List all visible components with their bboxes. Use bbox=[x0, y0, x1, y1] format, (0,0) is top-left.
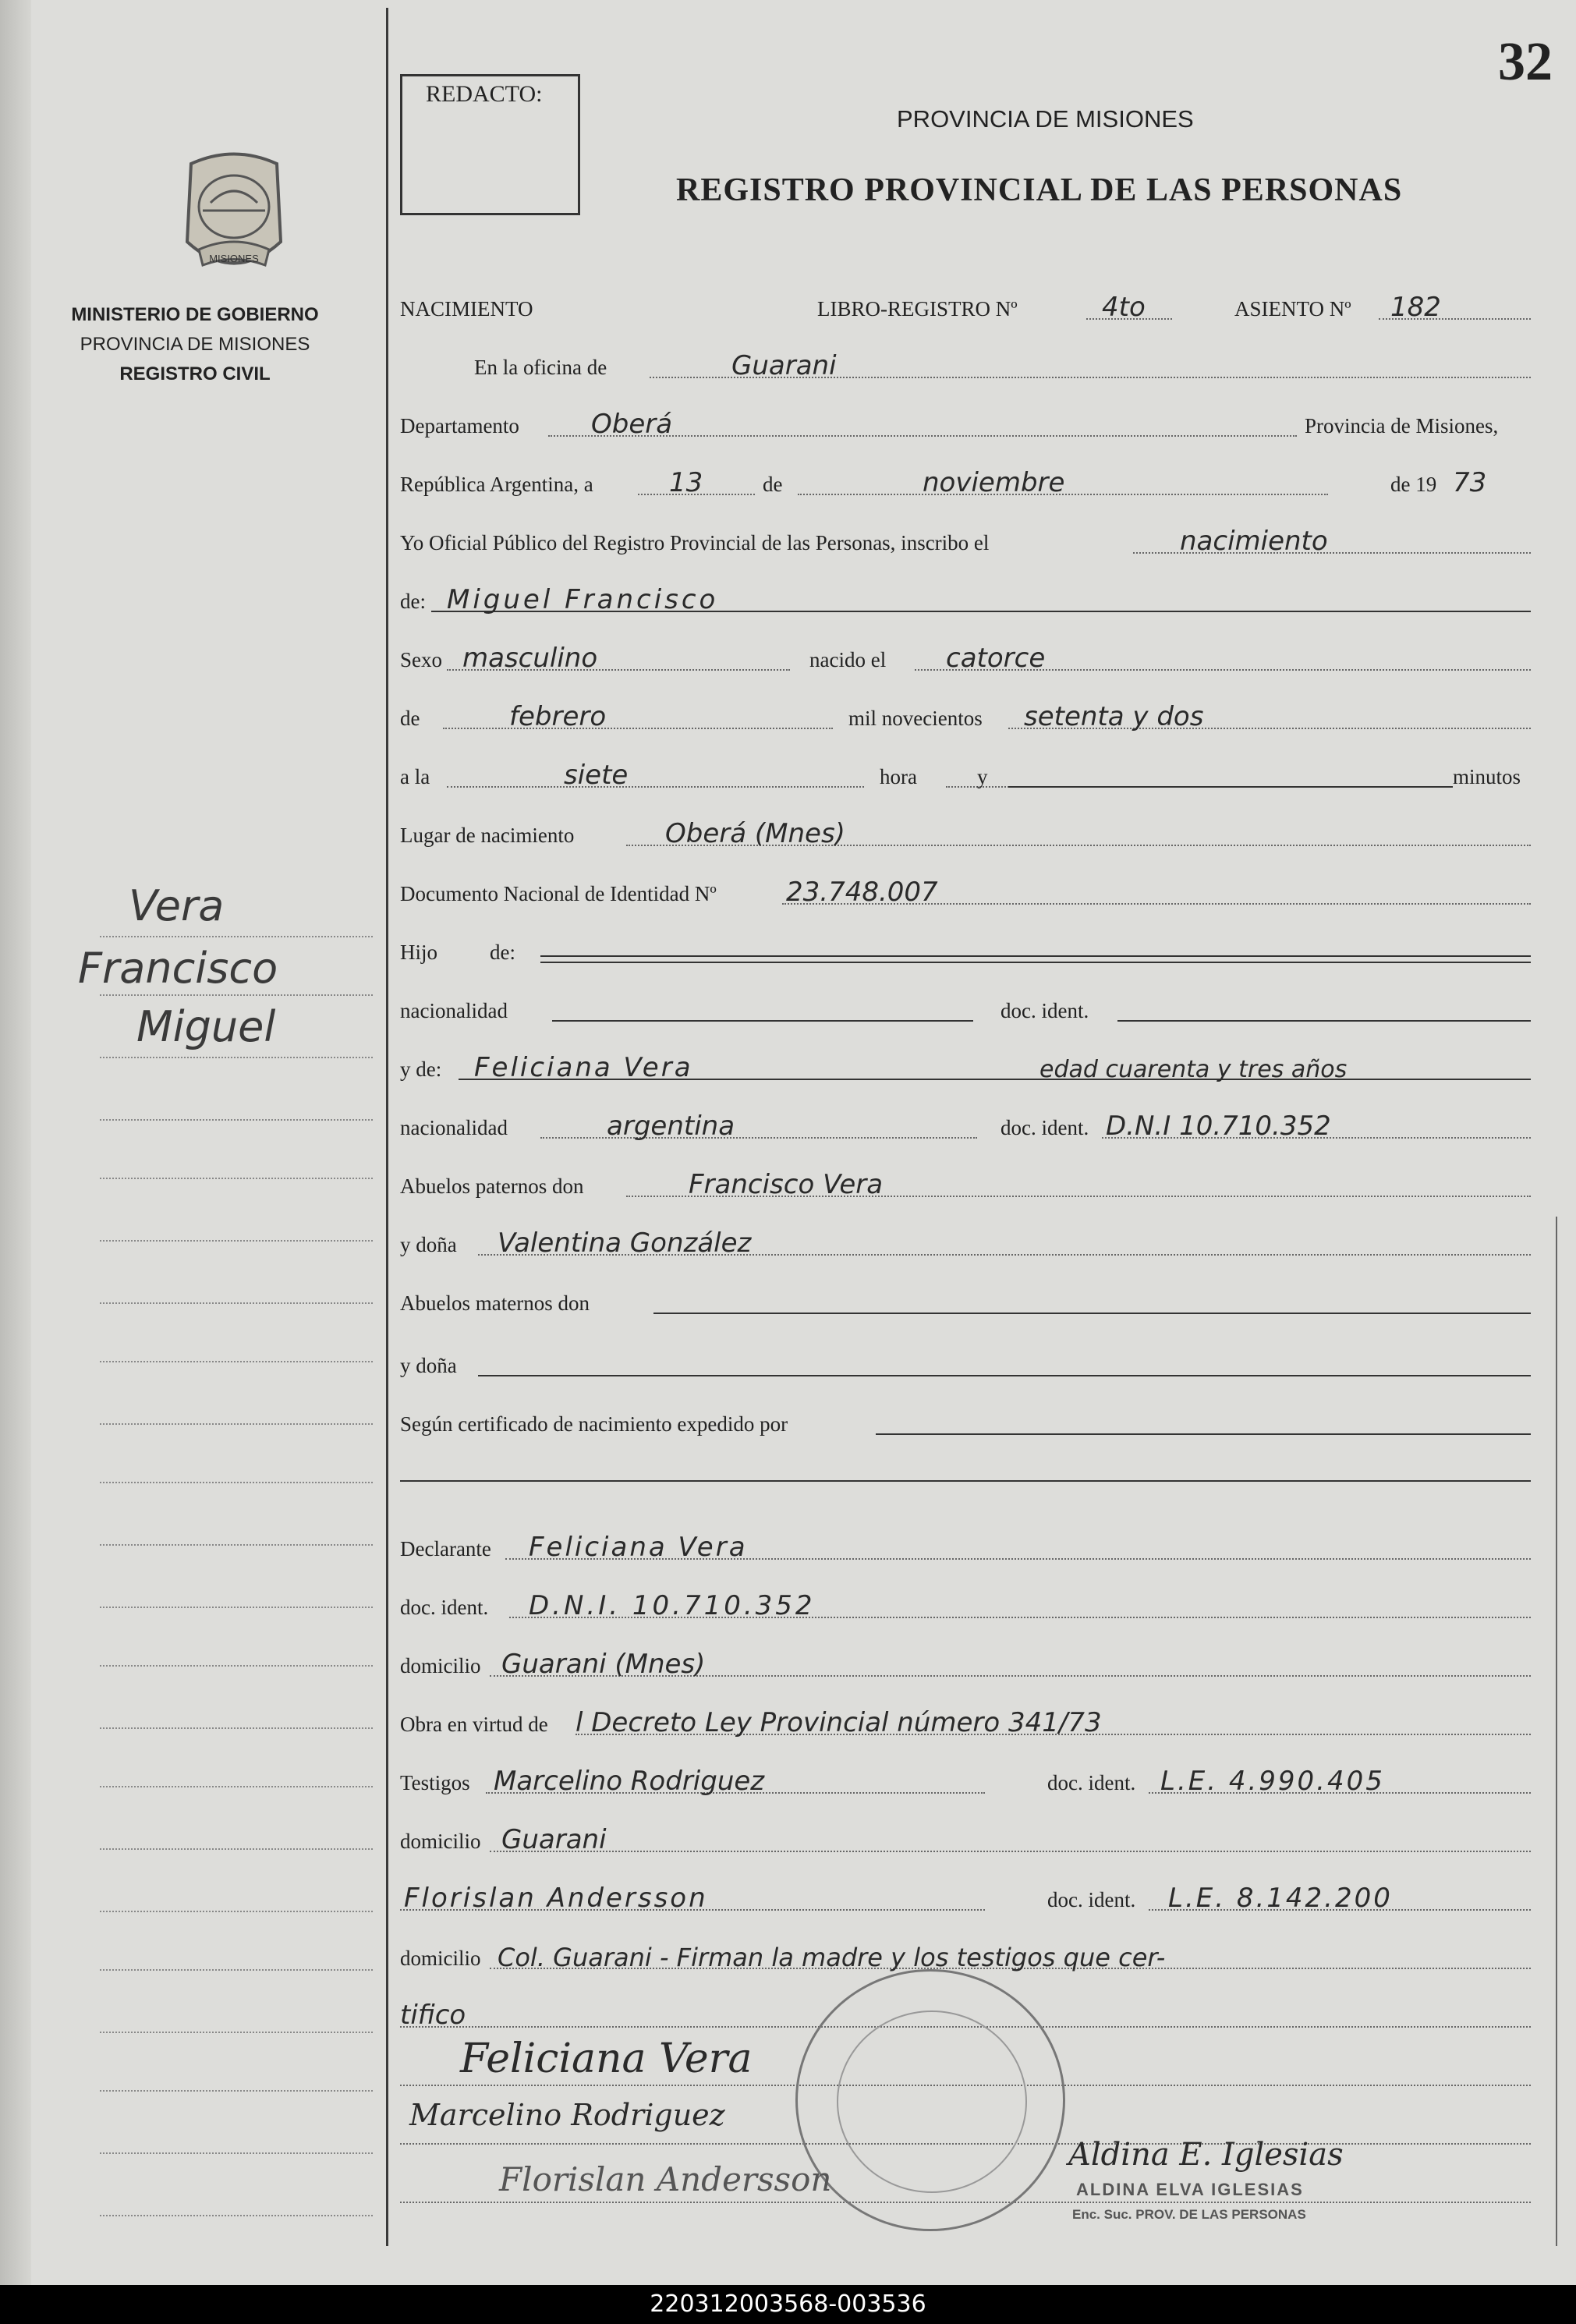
testigo2-value: Florislan Andersson bbox=[404, 1883, 708, 1914]
seal-text: MISIONES bbox=[209, 253, 259, 264]
dni-value: 23.748.007 bbox=[786, 877, 938, 908]
signature-officer: Aldina E. Iglesias bbox=[1068, 2137, 1344, 2173]
row-hijo bbox=[400, 932, 1531, 971]
domicilio2-label: domicilio bbox=[400, 1830, 481, 1853]
de2-label: de bbox=[400, 707, 420, 730]
doc-ident3-value: D.N.I. 10.710.352 bbox=[529, 1590, 816, 1621]
anio-nac-value: setenta y dos bbox=[1024, 701, 1204, 732]
margin-divider bbox=[386, 8, 388, 2246]
redacto-box bbox=[400, 74, 580, 215]
row-domicilio bbox=[400, 1646, 1531, 1685]
hijo-label: Hijo bbox=[400, 941, 438, 964]
official-stamp bbox=[795, 1969, 1065, 2231]
signature-feliciana: Feliciana Vera bbox=[460, 2035, 753, 2082]
republica-label: República Argentina, a bbox=[400, 473, 593, 496]
departamento-value: Oberá bbox=[591, 409, 673, 440]
dni-label: Documento Nacional de Identidad Nº bbox=[400, 882, 717, 905]
testigo1-value: Marcelino Rodriguez bbox=[494, 1766, 765, 1797]
ministry-line-2: PROVINCIA DE MISIONES bbox=[80, 334, 310, 355]
row-abuelos-maternos bbox=[400, 1283, 1531, 1322]
binding-edge bbox=[0, 0, 31, 2285]
mil-label: mil novecientos bbox=[848, 707, 983, 730]
doc-ident2-label: doc. ident. bbox=[1000, 1116, 1089, 1139]
tifico-value: tifico bbox=[400, 2000, 466, 2031]
nacido-label: nacido el bbox=[809, 648, 887, 671]
mes-nac-value: febrero bbox=[509, 701, 607, 732]
row-nombre bbox=[400, 581, 1531, 620]
nacimiento-label: NACIMIENTO bbox=[400, 297, 533, 321]
oficina-value: Guarani bbox=[731, 350, 837, 381]
margin-name-line-1: Vera bbox=[129, 881, 225, 930]
image-id-footer: 220312003568-003536 bbox=[0, 2285, 1576, 2324]
yde-label: y de: bbox=[400, 1057, 442, 1081]
signature-marcelino: Marcelino Rodriguez bbox=[409, 2098, 725, 2132]
row-dni bbox=[400, 873, 1531, 912]
row-departamento bbox=[400, 406, 1531, 445]
sexo-value: masculino bbox=[462, 643, 598, 674]
row-oficial bbox=[400, 523, 1531, 562]
row-libro bbox=[400, 289, 1531, 328]
madre-value: Feliciana Vera bbox=[474, 1052, 693, 1083]
declarante-label: Declarante bbox=[400, 1537, 491, 1561]
domicilio2-value: Guarani bbox=[501, 1824, 607, 1855]
departamento-label: Departamento bbox=[400, 414, 519, 438]
testigo2-doc: L.E. 8.142.200 bbox=[1168, 1883, 1393, 1914]
row-domicilio-2 bbox=[400, 1821, 1531, 1860]
margin-name-line-3: Miguel bbox=[136, 1002, 276, 1051]
doc-ident2-value: D.N.I 10.710.352 bbox=[1106, 1111, 1331, 1142]
row-sexo bbox=[400, 639, 1531, 678]
redacto-label: REDACTO: bbox=[426, 81, 543, 107]
nacionalidad2-label: nacionalidad bbox=[400, 1116, 508, 1139]
province-header: PROVINCIA DE MISIONES bbox=[897, 105, 1194, 133]
row-obra bbox=[400, 1704, 1531, 1743]
row-nac-fecha bbox=[400, 698, 1531, 737]
row-domicilio-3 bbox=[400, 1938, 1531, 1977]
row-declarante-doc bbox=[400, 1587, 1531, 1626]
row-lugar bbox=[400, 815, 1531, 854]
testigo1-doc: L.E. 4.990.405 bbox=[1160, 1766, 1385, 1797]
abuelos-pat-label: Abuelos paternos don bbox=[400, 1174, 584, 1198]
row-declarante bbox=[400, 1529, 1531, 1568]
oficina-label: En la oficina de bbox=[474, 356, 607, 379]
minutos-label: minutos bbox=[1453, 765, 1521, 788]
domicilio3-label: domicilio bbox=[400, 1947, 481, 1970]
obra-value: l Decreto Ley Provincial número 341/73 bbox=[576, 1707, 1102, 1738]
sexo-label: Sexo bbox=[400, 648, 442, 671]
ministry-block bbox=[31, 300, 359, 389]
row-testigo-2 bbox=[400, 1879, 1531, 1918]
de-nombre-label: de: bbox=[400, 590, 426, 613]
mes-value: noviembre bbox=[923, 467, 1065, 498]
signature-florislan: Florislan Andersson bbox=[499, 2160, 832, 2198]
abuela-pat-value: Valentina González bbox=[498, 1228, 752, 1259]
row-nacionalidad-1 bbox=[400, 990, 1531, 1029]
ydona2-label: y doña bbox=[400, 1354, 457, 1377]
row-madre bbox=[400, 1049, 1531, 1088]
testigos-label: Testigos bbox=[400, 1771, 470, 1794]
row-abuelos-paternos bbox=[400, 1166, 1531, 1205]
nacionalidad2-value: argentina bbox=[607, 1111, 735, 1142]
right-border bbox=[1556, 1217, 1557, 2246]
doc-ident5-label: doc. ident. bbox=[1047, 1888, 1136, 1911]
declarante-value: Feliciana Vera bbox=[529, 1532, 748, 1563]
ala-label: a la bbox=[400, 765, 430, 788]
row-testigo-1 bbox=[400, 1762, 1531, 1801]
lugar-value: Oberá (Mnes) bbox=[665, 818, 845, 849]
row-abuela-materna bbox=[400, 1345, 1531, 1384]
asiento-label: ASIENTO Nº bbox=[1234, 297, 1351, 321]
registry-header: REGISTRO PROVINCIAL DE LAS PERSONAS bbox=[676, 172, 1403, 208]
officer-name: ALDINA ELVA IGLESIAS bbox=[1076, 2180, 1304, 2199]
officer-title: Enc. Suc. PROV. DE LAS PERSONAS bbox=[1072, 2207, 1306, 2222]
oficial-label: Yo Oficial Público del Registro Provincial de las Personas, inscribo el bbox=[400, 531, 990, 554]
hora-value: siete bbox=[564, 760, 629, 791]
page-number: 32 bbox=[1498, 32, 1553, 92]
de-anio-label: de 19 bbox=[1390, 473, 1437, 496]
ministry-line-3: REGISTRO CIVIL bbox=[119, 363, 271, 384]
coat-of-arms-icon bbox=[175, 148, 292, 281]
dia-value: 13 bbox=[669, 467, 703, 498]
row-oficina bbox=[400, 347, 1531, 386]
doc-ident3-label: doc. ident. bbox=[400, 1596, 489, 1619]
de-label: de bbox=[763, 473, 783, 496]
domicilio-label: domicilio bbox=[400, 1654, 481, 1677]
row-blank bbox=[400, 1451, 1531, 1490]
row-abuela-paterna bbox=[400, 1224, 1531, 1263]
nacionalidad-label: nacionalidad bbox=[400, 999, 508, 1022]
certificado-label: Según certificado de nacimiento expedido por bbox=[400, 1412, 788, 1436]
madre-edad-value: edad cuarenta y tres años bbox=[1039, 1056, 1348, 1083]
doc-ident-label: doc. ident. bbox=[1000, 999, 1089, 1022]
margin-name-line-2: Francisco bbox=[78, 944, 278, 993]
hora-label: hora bbox=[880, 765, 917, 788]
obra-label: Obra en virtud de bbox=[400, 1713, 548, 1736]
de3-label: de: bbox=[490, 941, 515, 964]
nacido-value: catorce bbox=[946, 643, 1046, 674]
abuelo-pat-value: Francisco Vera bbox=[689, 1169, 884, 1200]
domicilio-value: Guarani (Mnes) bbox=[501, 1649, 706, 1680]
row-nacionalidad-2 bbox=[400, 1107, 1531, 1146]
lugar-label: Lugar de nacimiento bbox=[400, 824, 575, 847]
domicilio3-value: Col. Guarani - Firman la madre y los testigos que cer- bbox=[498, 1943, 1166, 1972]
row-fecha bbox=[400, 464, 1531, 503]
provincia-label: Provincia de Misiones, bbox=[1305, 414, 1499, 438]
oficial-value: nacimiento bbox=[1180, 526, 1328, 557]
nombre-value: Miguel Francisco bbox=[447, 584, 719, 615]
libro-label: LIBRO-REGISTRO Nº bbox=[817, 297, 1018, 321]
row-hora bbox=[400, 756, 1531, 795]
asiento-value: 182 bbox=[1390, 292, 1441, 323]
libro-value: 4to bbox=[1102, 292, 1146, 323]
ydona-label: y doña bbox=[400, 1233, 457, 1256]
abuelos-mat-label: Abuelos maternos don bbox=[400, 1291, 590, 1315]
row-certificado bbox=[400, 1404, 1531, 1443]
ministry-line-1: MINISTERIO DE GOBIERNO bbox=[71, 304, 319, 325]
anio-value: 73 bbox=[1453, 467, 1487, 498]
y-label: y bbox=[977, 765, 988, 788]
doc-ident4-label: doc. ident. bbox=[1047, 1771, 1136, 1794]
